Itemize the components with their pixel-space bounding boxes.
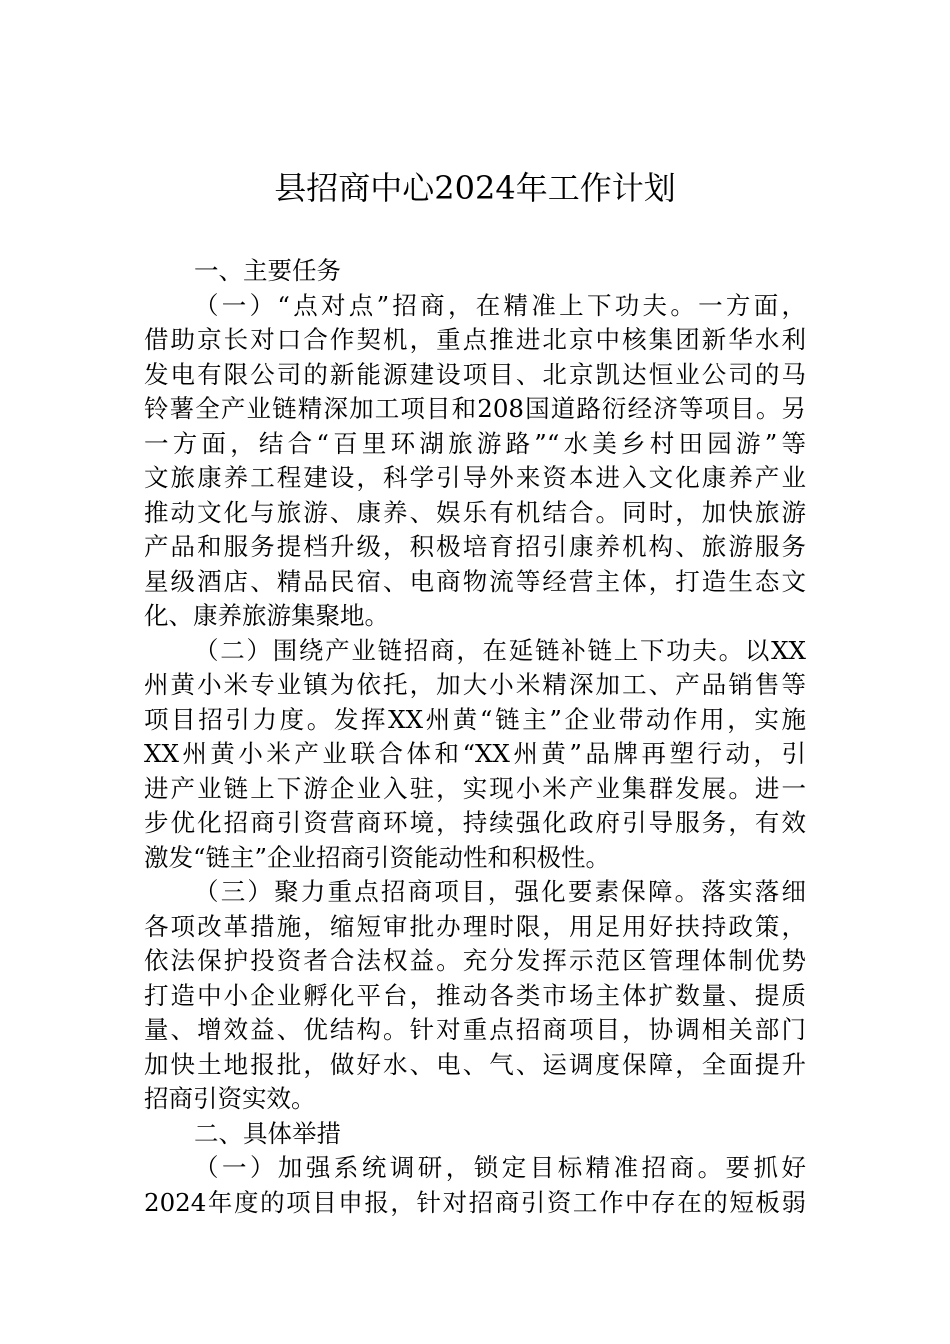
text-line: 各项改革措施，缩短审批办理时限，用足用好扶持政策， (144, 911, 806, 941)
text-line: 铃薯全产业链精深加工项目和208国道路衍经济等项目。另 (144, 394, 806, 423)
text-line: 星级酒店、精品民宿、电商物流等经营主体，打造生态文 (144, 566, 806, 596)
text-line: （二）围绕产业链招商，在延链补链上下功夫。以XX (194, 635, 806, 665)
text-line: （一）加强系统调研，锁定目标精准招商。要抓好 (194, 1153, 806, 1182)
text-line: 二、具体举措 (194, 1118, 341, 1148)
text-line: 招商引资实效。 (144, 1084, 316, 1113)
text-line: 2024年度的项目申报，针对招商引资工作中存在的短板弱 (144, 1187, 806, 1217)
text-line: 项目招引力度。发挥XX州黄“链主”企业带动作用，实施 (144, 704, 806, 734)
text-line: （三）聚力重点招商项目，强化要素保障。落实落细 (194, 877, 806, 906)
document-title: 县招商中心2024年工作计划 (274, 169, 676, 207)
text-line: 产品和服务提档升级，积极培育招引康养机构、旅游服务 (144, 532, 806, 561)
text-line: 文旅康养工程建设，科学引导外来资本进入文化康养产业 (144, 463, 806, 492)
text-line: 一、主要任务 (194, 256, 341, 285)
text-line: 化、康养旅游集聚地。 (144, 601, 389, 630)
text-line: XX州黄小米产业联合体和“XX州黄”品牌再塑行动，引 (144, 739, 806, 768)
text-line: 发电有限公司的新能源建设项目、北京凯达恒业公司的马 (144, 359, 806, 389)
text-line: 量、增效益、优结构。针对重点招商项目，协调相关部门 (144, 1015, 806, 1044)
text-line: （一）“点对点”招商，在精准上下功夫。一方面， (194, 290, 806, 320)
text-line: 打造中小企业孵化平台，推动各类市场主体扩数量、提质 (144, 980, 806, 1010)
text-line: 推动文化与旅游、康养、娱乐有机结合。同时，加快旅游 (144, 497, 806, 527)
text-line: 步优化招商引资营商环境，持续强化政府引导服务，有效 (144, 808, 806, 837)
text-line: 依法保护投资者合法权益。充分发挥示范区管理体制优势 (144, 946, 806, 975)
document-body (144, 254, 806, 1220)
text-line: 一方面，结合“百里环湖旅游路”“水美乡村田园游”等 (144, 428, 806, 458)
text-line: 激发“链主”企业招商引资能动性和积极性。 (144, 842, 611, 872)
text-line: 加快土地报批，做好水、电、气、运调度保障，全面提升 (144, 1049, 806, 1079)
text-line: 借助京长对口合作契机，重点推进北京中核集团新华水利 (144, 325, 806, 354)
text-line: 州黄小米专业镇为依托，加大小米精深加工、产品销售等 (144, 670, 806, 699)
text-line: 进产业链上下游企业入驻，实现小米产业集群发展。进一 (144, 773, 806, 803)
